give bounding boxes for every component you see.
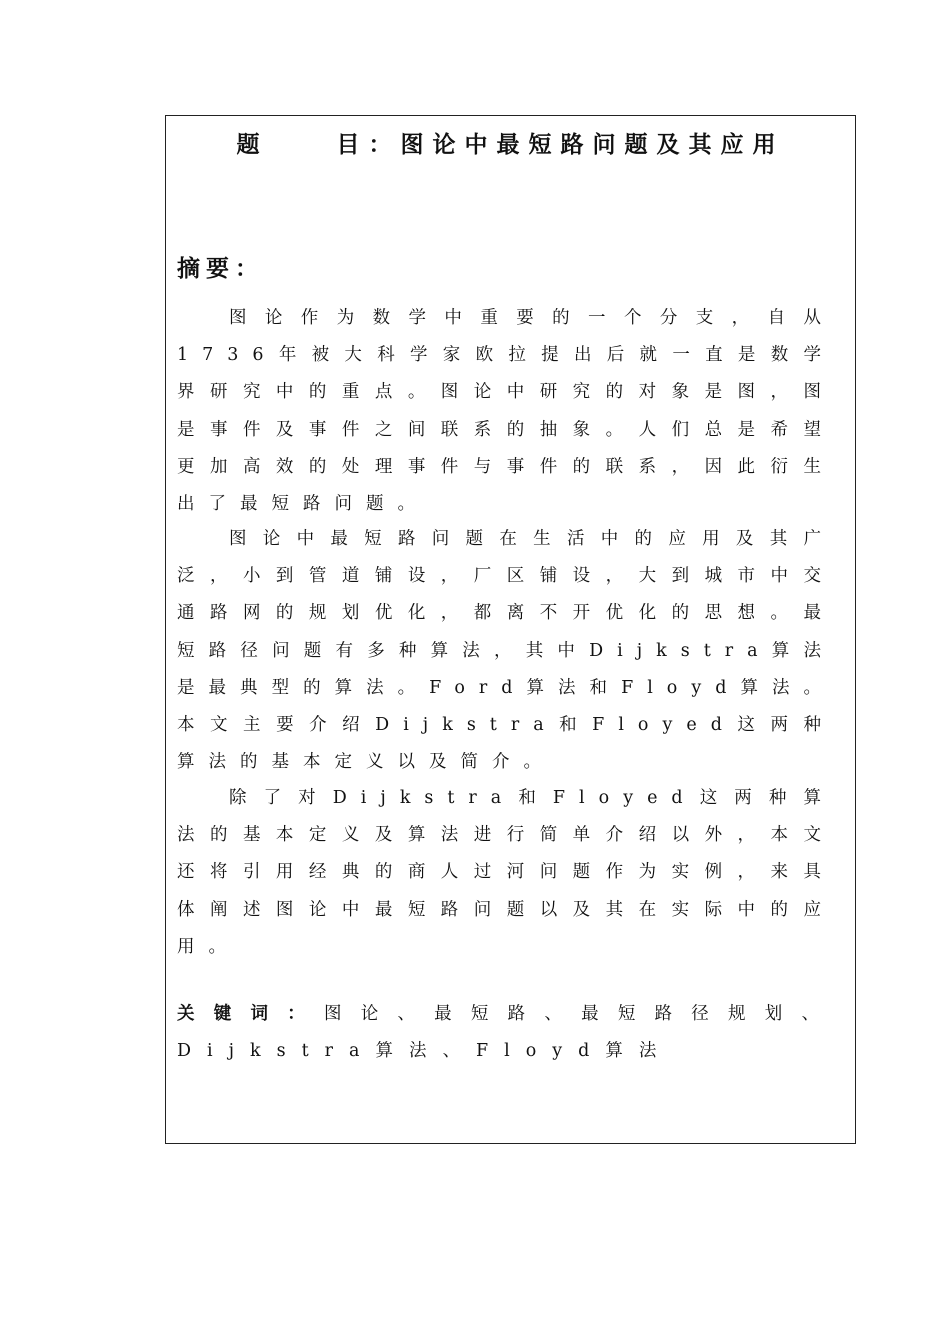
keywords-label: 关键词： xyxy=(177,1004,324,1024)
abstract-paragraph-2: 图论中最短路问题在生活中的应用及其广泛，小到管道铺设，厂区铺设，大到城市中交通路网的规划优化，都离不开优化的思想。最短路径问题有多种算法，其中Dijkstra算法是最典型的算法。Ford算法和Floyd算法。本文主要介绍Dijkstra和Floyed这两种算法的基本定义以及简介。 xyxy=(177,529,835,773)
thesis-title: 题 目：图论中最短路问题及其应用 xyxy=(236,132,785,158)
keywords-line xyxy=(177,996,835,1070)
abstract-paragraph-3: 除了对Dijkstra和Floyed这两种算法的基本定义及算法进行简单介绍以外，本文还将引用经典的商人过河问题作为实例，来具体阐述图论中最短路问题以及其在实际中的应用。 xyxy=(177,788,835,957)
abstract-heading: 摘要： xyxy=(177,256,264,282)
keywords-text: 图论、最短路、最短路径规划、Dijkstra算法、Floyd算法 xyxy=(177,1004,836,1062)
abstract-frame xyxy=(165,115,856,1144)
abstract-paragraph-1: 图论作为数学中重要的一个分支，自从1736年被大科学家欧拉提出后就一直是数学界研究中的重点。图论中研究的对象是图，图是事件及事件之间联系的抽象。人们总是希望更加高效的处理事件与事件的联系，因此衍生出了最短路问题。 xyxy=(177,308,835,515)
